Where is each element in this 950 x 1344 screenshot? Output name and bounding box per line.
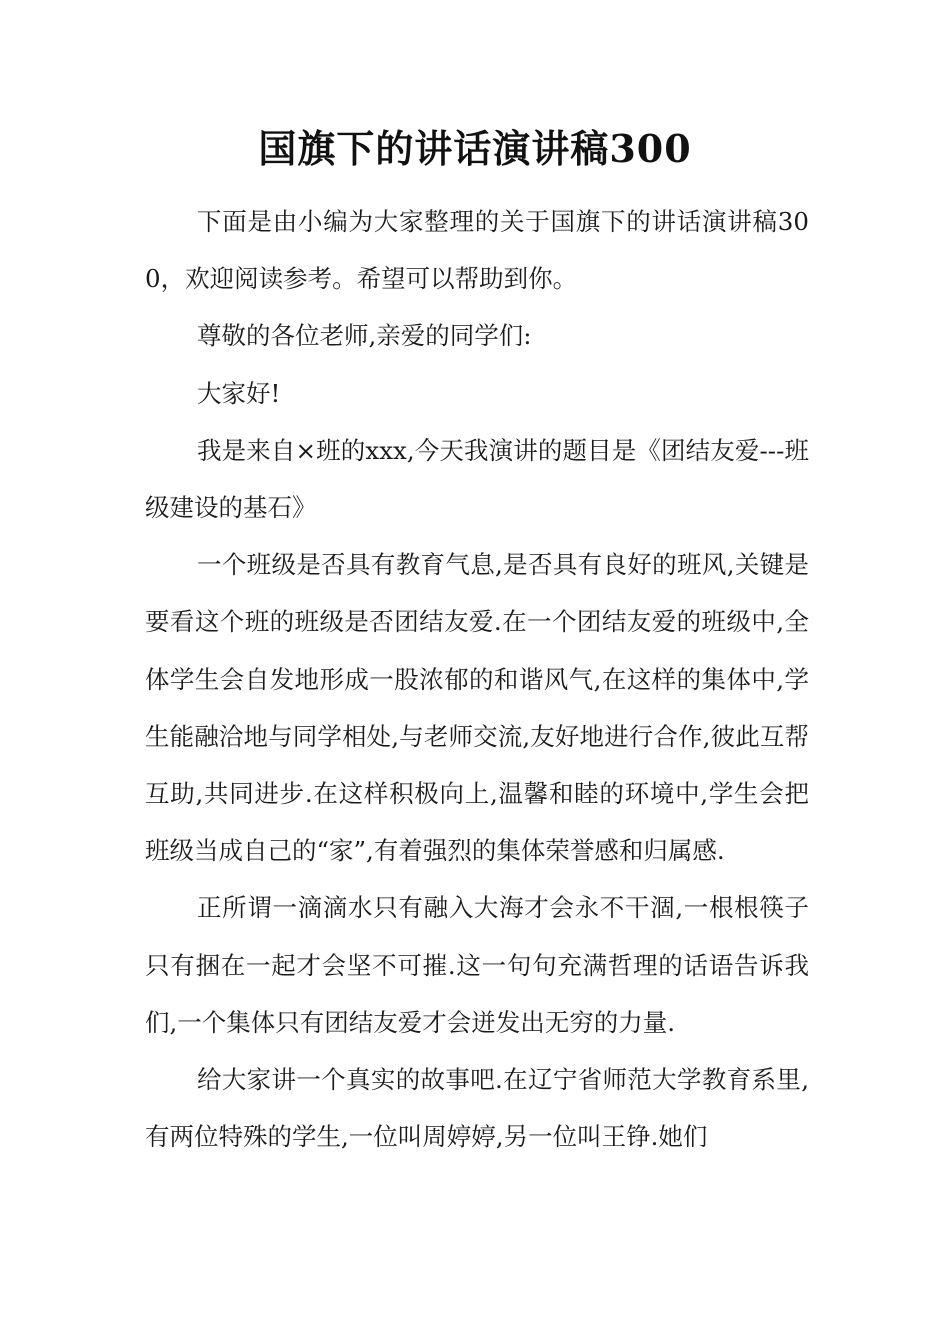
paragraph-proverb: 正所谓一滴滴水只有融入大海才会永不干涸,一根根筷子只有捆在一起才会坚不可摧.这一句句充满哲理的话语告诉我们,一个集体只有团结友爱才会迸发出无穷的力量.	[145, 893, 809, 1037]
paragraph-topic: 我是来自×班的xxx,今天我演讲的题目是《团结友爱---班级建设的基石》	[145, 435, 809, 523]
paragraph-class-unity: 一个班级是否具有教育气息,是否具有良好的班风,关键是要看这个班的班级是否团结友爱.在一个团结友爱的班级中,全体学生会自发地形成一股浓郁的和谐风气,在这样的集体中,学生能融洽地与同学相处,与老师交流,友好地进行合作,彼此互帮互助,共同进步.在这样积极向上,温馨和睦的环境中,学生会把班级当成自己的“家”,有着强烈的集体荣誉感和归属感.	[145, 550, 809, 866]
paragraph-story: 给大家讲一个真实的故事吧.在辽宁省师范大学教育系里,有两位特殊的学生,一位叫周婷婷,另一位叫王铮.她们	[145, 1065, 809, 1152]
document-title: 国旗下的讲话演讲稿300	[258, 126, 692, 171]
paragraph-greeting: 大家好!	[197, 378, 281, 408]
paragraph-salutation: 尊敬的各位老师,亲爱的同学们:	[197, 321, 532, 351]
paragraph-intro: 下面是由小编为大家整理的关于国旗下的讲话演讲稿300，欢迎阅读参考。希望可以帮助到你。	[145, 207, 809, 294]
document-body	[145, 193, 809, 1165]
